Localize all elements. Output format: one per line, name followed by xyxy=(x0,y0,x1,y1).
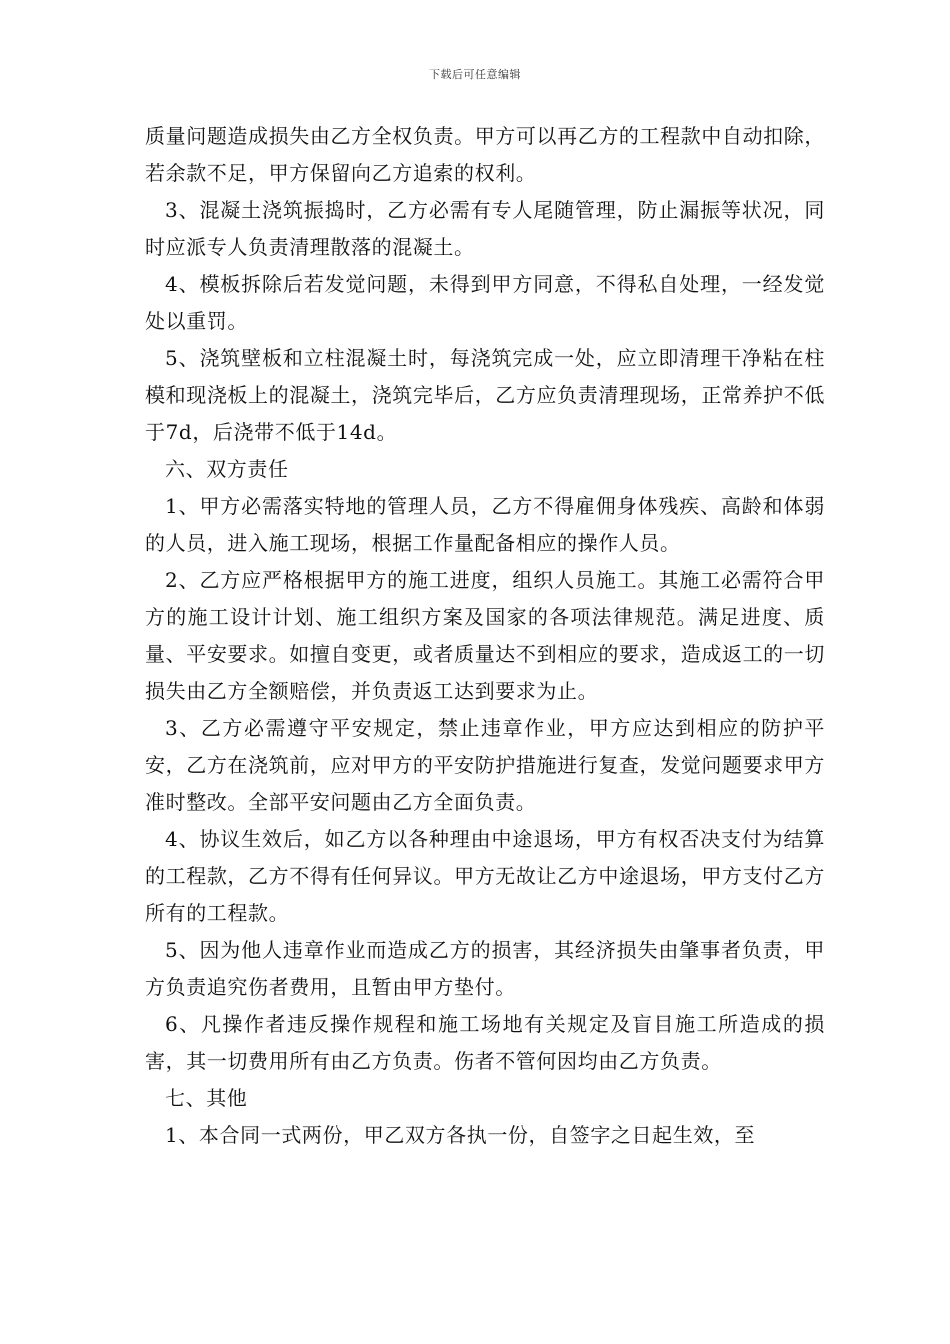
paragraph-responsibility-3: 3、乙方必需遵守平安规定，禁止违章作业，甲方应达到相应的防护平安，乙方在浇筑前，应对甲方的平安防护措施进行复查，发觉问题要求甲方准时整改。全部平安问题由乙方全面负责。 xyxy=(145,716,825,814)
document-body xyxy=(145,118,825,1154)
section-heading-other: 七、其他 xyxy=(165,1086,248,1110)
paragraph-responsibility-6: 6、凡操作者违反操作规程和施工场地有关规定及盲目施工所造成的损害，其一切费用所有由乙方负责。伤者不管何因均由乙方负责。 xyxy=(145,1012,825,1073)
paragraph-responsibility-2: 2、乙方应严格根据甲方的施工进度，组织人员施工。其施工必需符合甲方的施工设计计划、施工组织方案及国家的各项法律规范。满足进度、质量、平安要求。如擅自变更，或者质量达不到相应的要求，造成返工的一切损失由乙方全额赔偿，并负责返工达到要求为止。 xyxy=(145,568,825,703)
paragraph-responsibility-5: 5、因为他人违章作业而造成乙方的损害，其经济损失由肇事者负责，甲方负责追究伤者费用，且暂由甲方垫付。 xyxy=(145,938,825,999)
paragraph-clause-3: 3、混凝土浇筑振捣时，乙方必需有专人尾随管理，防止漏振等状况，同时应派专人负责清理散落的混凝土。 xyxy=(145,198,825,259)
paragraph-responsibility-1: 1、甲方必需落实特地的管理人员，乙方不得雇佣身体残疾、高龄和体弱的人员，进入施工现场，根据工作量配备相应的操作人员。 xyxy=(145,494,825,555)
section-heading-responsibilities: 六、双方责任 xyxy=(165,457,289,481)
paragraph-continuation: 质量问题造成损失由乙方全权负责。甲方可以再乙方的工程款中自动扣除，若余款不足，甲方保留向乙方追索的权利。 xyxy=(145,124,825,185)
paragraph-clause-4: 4、模板拆除后若发觉问题，未得到甲方同意，不得私自处理，一经发觉处以重罚。 xyxy=(145,272,825,333)
paragraph-responsibility-4: 4、协议生效后，如乙方以各种理由中途退场，甲方有权否决支付为结算的工程款，乙方不得有任何异议。甲方无故让乙方中途退场，甲方支付乙方所有的工程款。 xyxy=(145,827,825,925)
page-header: 下载后可任意编辑 xyxy=(429,68,521,81)
paragraph-clause-5: 5、浇筑壁板和立柱混凝土时，每浇筑完成一处，应立即清理干净粘在柱模和现浇板上的混凝土，浇筑完毕后，乙方应负责清理现场，正常养护不低于7d，后浇带不低于14d。 xyxy=(145,346,825,444)
paragraph-other-1: 1、本合同一式两份，甲乙双方各执一份，自签字之日起生效，至 xyxy=(165,1123,756,1147)
